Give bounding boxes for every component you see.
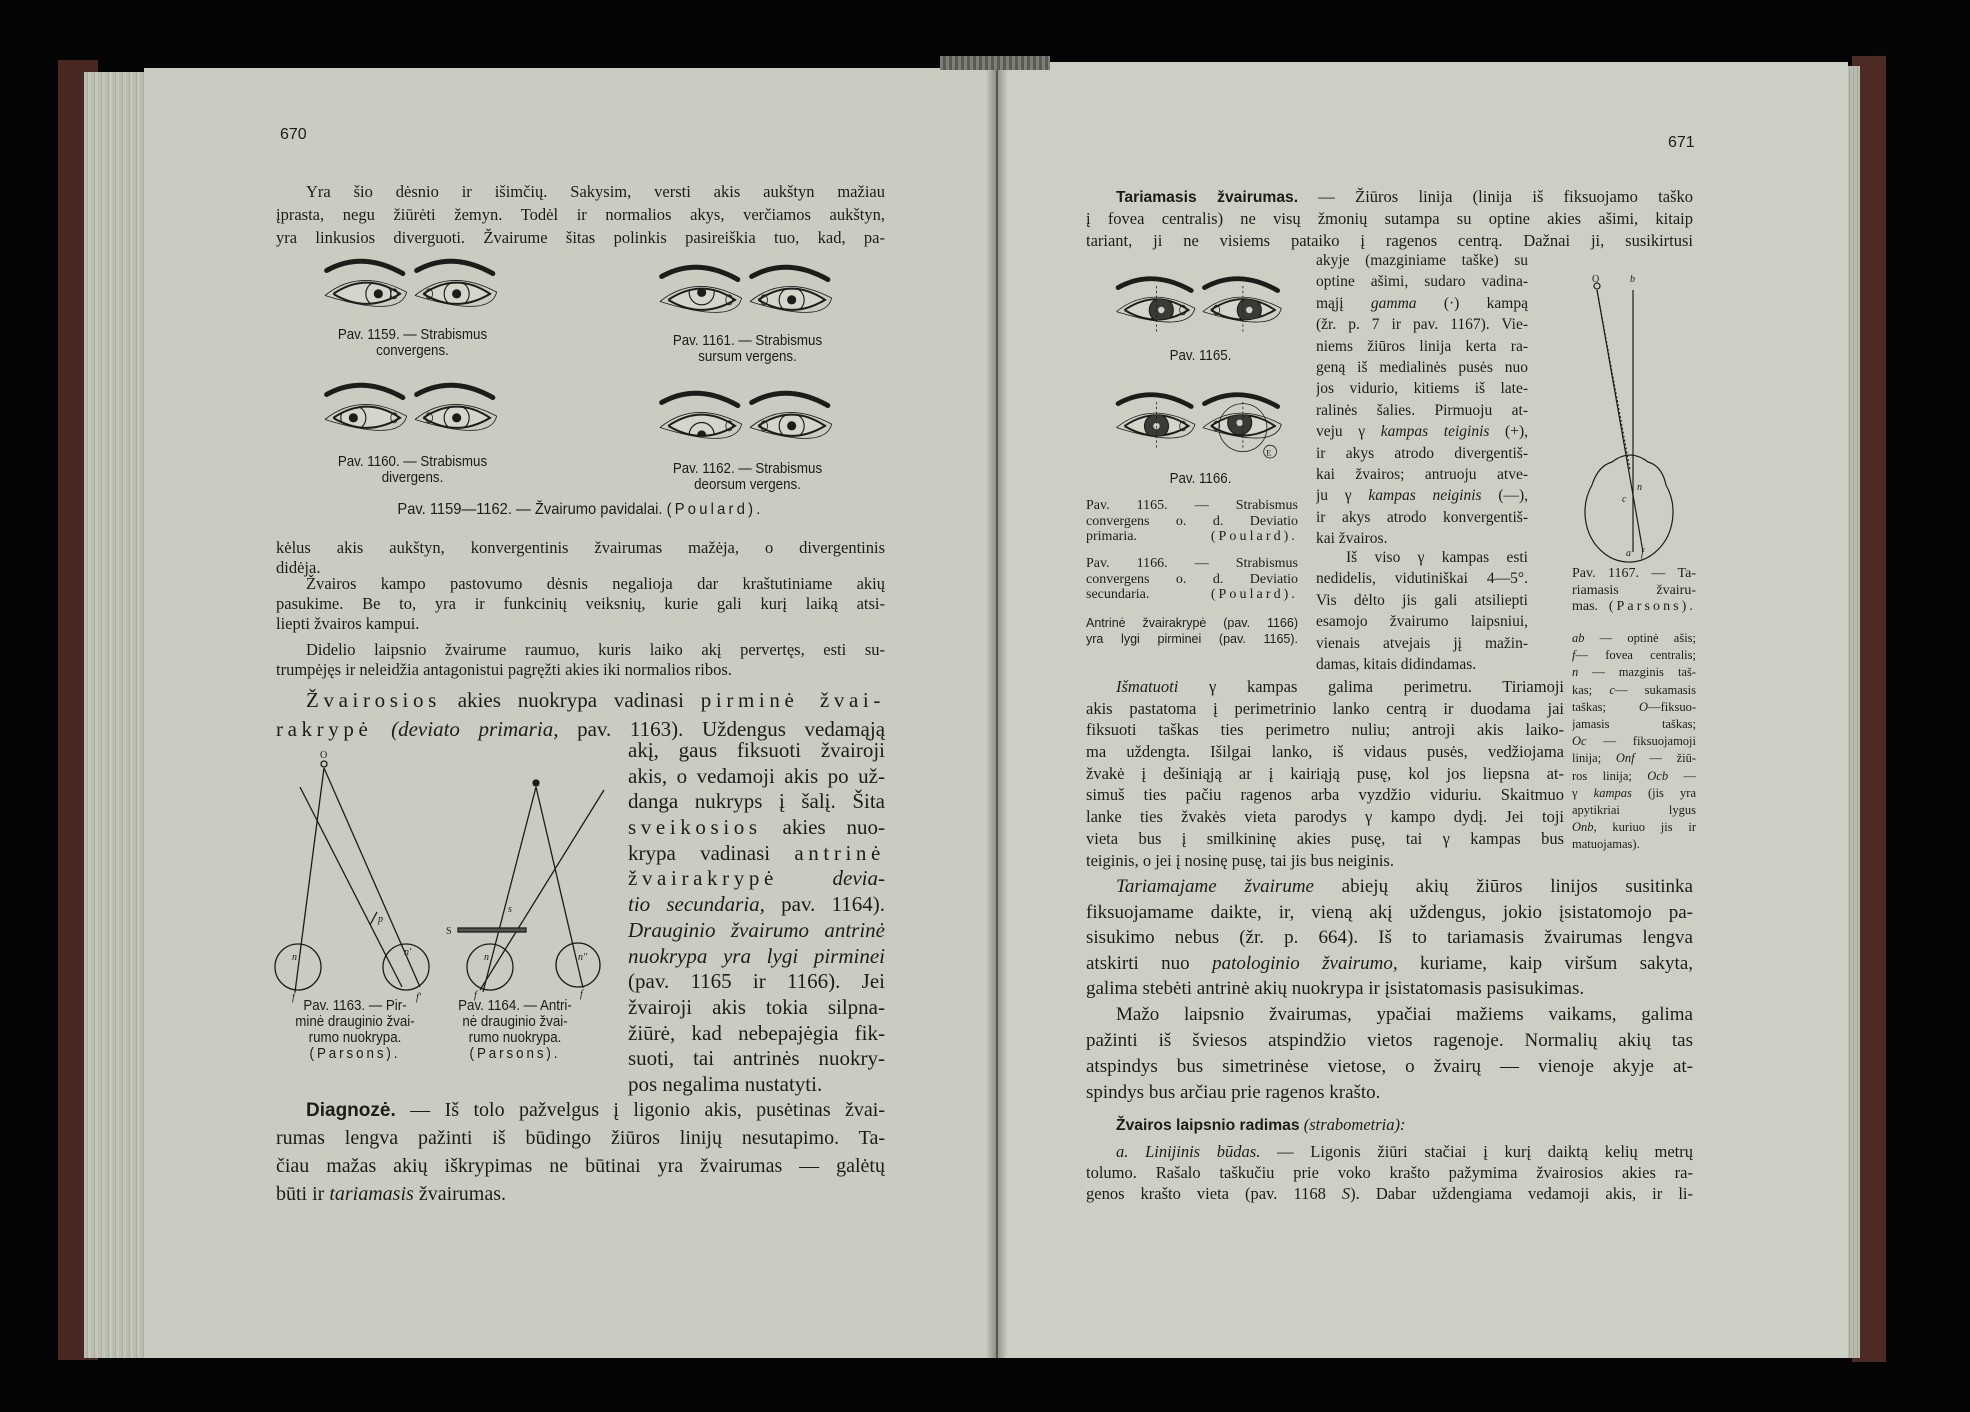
text-segment: kuriame, kaip viršum sakyta, xyxy=(1397,952,1693,974)
text-segment: primaria. xyxy=(1086,529,1211,544)
text-segment: linija; xyxy=(1572,751,1616,766)
pupil xyxy=(1158,307,1164,313)
eyebrow-icon xyxy=(327,385,404,398)
text-segment: — žiū- xyxy=(1634,751,1696,766)
heading-strabometria xyxy=(1086,1114,1693,1136)
text-segment: — Ligonis žiūri stačiai į kurį daiktą kelių metrų xyxy=(1260,1142,1693,1161)
figure-1162-eyes xyxy=(640,380,855,455)
text-line xyxy=(1086,874,1693,900)
text-line xyxy=(1572,785,1696,802)
caption-line xyxy=(439,1046,592,1062)
caption-line: Pav. 1167. — Ta- xyxy=(1572,566,1696,581)
text-line xyxy=(1572,664,1696,681)
spaced-text: rakrypė xyxy=(276,717,373,741)
text-segment: kas; xyxy=(1572,682,1610,697)
spaced-text: (Poulard). xyxy=(1210,587,1298,602)
italic-text: Onf xyxy=(1615,751,1635,766)
text-line: rumas lengva pažinti iš būdingo žiūros linijų nesutapimo. Ta- xyxy=(276,1127,885,1149)
caption-line: convergens o. d. Deviatio xyxy=(1086,571,1298,587)
spaced-text: sveikosios xyxy=(628,815,762,840)
diagram-label: n xyxy=(1637,482,1642,493)
paragraph-diagnoze xyxy=(276,1096,885,1208)
caption-fig-1164 xyxy=(439,998,592,1062)
caption-line: minė drauginio žvai- xyxy=(295,1014,415,1030)
fig1166-marker: E xyxy=(1266,447,1272,458)
eyebrow-icon xyxy=(1118,395,1192,407)
diagram-label: p xyxy=(378,914,383,925)
pupil xyxy=(452,413,461,422)
figure-1163-1164-diagram xyxy=(270,750,610,1003)
caption-fig-1161 xyxy=(644,333,851,365)
caption-fig-1163 xyxy=(279,998,432,1062)
text-segment: — mazginis taš- xyxy=(1578,665,1696,680)
text-line: niems žiūros linija kerta ra- xyxy=(1316,337,1528,355)
text-line: spindys bus arčiau prie ragenos krašto. xyxy=(1086,1082,1381,1103)
italic-text: nuokrypa yra lygi pirminei xyxy=(628,943,885,968)
text-line xyxy=(628,918,885,944)
page-number-left: 670 xyxy=(280,126,307,143)
text-segment: mas. xyxy=(1572,599,1609,614)
italic-text: S xyxy=(1341,1184,1351,1203)
italic-text: Ocb xyxy=(1647,768,1669,783)
italic-text: (strabometria): xyxy=(1303,1115,1406,1134)
text-line: tolumo. Rašalo taškučiu prie voko krašto pažymima žvairosios akies ra- xyxy=(1086,1163,1693,1182)
text-segment: ju γ xyxy=(1316,487,1369,505)
pupil xyxy=(697,288,706,297)
italic-text: tariamasis xyxy=(329,1183,414,1205)
eye xyxy=(325,261,407,306)
text-segment: (—), xyxy=(1481,487,1528,505)
text-line: galima stebėti antrinė akių nuokrypa ir įsistatomasis pasisukimas. xyxy=(1086,978,1585,999)
text-line: (pav. 1165 ir 1166). Jei xyxy=(628,969,885,994)
figure-1167-diagram xyxy=(1570,270,1700,560)
eye xyxy=(750,393,832,438)
diagram-label: f xyxy=(1641,548,1644,559)
spaced-text: (Poulard). xyxy=(666,501,764,518)
text-line xyxy=(1316,485,1528,506)
diagram-label: n' xyxy=(404,947,412,958)
text-line: yra linkusios diverguoti. Žvairume šitas polinkis pasireiškia tuo, kad, pa- xyxy=(276,228,885,247)
caption-fig-1160 xyxy=(309,454,516,486)
text-segment: Pav. 1159—1162. — Žvairumo pavidalai. xyxy=(397,501,667,518)
spaced-text: (Parsons). xyxy=(309,1046,401,1062)
diagram-label: f xyxy=(474,990,477,1001)
diagram-label: f xyxy=(580,989,583,1000)
text-line: ma uždengta. Išilgai lanko, iš vidaus pusės, vedžiojama xyxy=(1086,742,1564,762)
text-line: tariant, ji ne visiems pataiko į ragenos centrą. Dažnai ji, susikirtusi xyxy=(1086,231,1693,250)
text-segment: γ xyxy=(1572,785,1594,800)
diagram-label: n xyxy=(484,952,489,963)
eye xyxy=(1117,395,1195,450)
pupil xyxy=(787,295,796,304)
text-segment: γ kampas galima perimetru. Tiriamoji xyxy=(1178,677,1564,696)
caption-line: nė drauginio žvai- xyxy=(462,1014,568,1030)
eye xyxy=(660,393,742,447)
caption-fig-1159-1162 xyxy=(300,500,860,520)
diagram-label: f xyxy=(292,992,295,1003)
text-segment: — fovea centralis; xyxy=(1575,648,1696,663)
eye xyxy=(750,267,832,312)
text-line: Žvairos kampo pastovumo dėsnis negalioja dar kraštutiniame akių xyxy=(306,574,885,593)
text-line: pos negalima nustatyti. xyxy=(628,1071,823,1096)
paragraph-zvairos-kampo xyxy=(276,574,885,634)
italic-text: c xyxy=(1609,682,1615,697)
page-number-right: 671 xyxy=(1668,134,1695,151)
text-line: pasukime. Be to, yra ir funkcinių veiksnių, kurie gali kurį laiką atsi- xyxy=(276,594,885,613)
text-line: Iš viso γ kampas esti xyxy=(1346,549,1528,566)
text-line: simuš ties pačiu ragenos arba vyzdžio viduriu. Skaitmuo xyxy=(1086,785,1564,805)
eyebrow-icon xyxy=(662,393,739,406)
text-line: nedidelis, vidutiniškai 4—5°. xyxy=(1316,570,1528,588)
text-line: kėlus akis aukštyn, konvergentinis žvairumas mažėja, o divergentinis xyxy=(276,538,885,557)
eyebrow-icon xyxy=(662,267,739,280)
text-line: jamasis taškas; xyxy=(1572,716,1696,731)
caption-line: convergens. xyxy=(376,343,449,359)
text-segment xyxy=(372,717,391,741)
text-segment: veju γ xyxy=(1316,423,1381,441)
text-line: fiksuoti taškas ties perimetro nuliu; antroji akis laiko- xyxy=(1086,720,1564,740)
eyebrow-icon xyxy=(1118,279,1192,291)
text-segment: abiejų akių žiūros linijos susitinka xyxy=(1313,876,1693,897)
text-line: (žr. p. 7 ir pav. 1167). Vie- xyxy=(1316,316,1528,334)
text-segment: genos krašto vieta (pav. 1168 xyxy=(1086,1184,1342,1203)
italic-text: kampas teiginis xyxy=(1380,423,1490,441)
caption-line: Antrinė žvairakrypė (pav. 1166) xyxy=(1086,616,1298,630)
text-line: akyje (mazginiame taške) su xyxy=(1316,252,1528,269)
text-line: lanke ties žvakės vieta parodys γ kampo dydį. Jei toji xyxy=(1086,807,1564,827)
text-line xyxy=(1572,682,1696,699)
text-line xyxy=(276,1180,885,1208)
caption-fig-1167 xyxy=(1572,566,1696,616)
spaced-text: žvairakrypė xyxy=(628,866,778,891)
spaced-text: antrinė xyxy=(794,840,885,865)
figure-1165-label: Pav. 1165. xyxy=(1169,348,1232,364)
italic-text: kampas xyxy=(1593,785,1632,800)
text-line: ir akys atrodo konvergentiš- xyxy=(1316,508,1528,526)
spaced-text: (Parsons). xyxy=(1608,599,1696,614)
figure-1159-eyes xyxy=(305,248,520,323)
text-line xyxy=(1086,186,1693,208)
text-segment: — optinė ašis; xyxy=(1584,631,1696,645)
text-segment: žvairumas. xyxy=(413,1183,506,1205)
text-line: apytikriai lygus xyxy=(1572,802,1696,817)
text-segment: akies nuokrypa vadinasi xyxy=(440,688,701,712)
italic-text: Drauginio žvairumo antrinė xyxy=(628,917,885,942)
text-segment: (·) kampą xyxy=(1416,294,1528,312)
caption-line xyxy=(1086,587,1298,603)
text-segment: pav. 1164). xyxy=(764,892,885,917)
text-line: sisukimo nebus (žr. p. 664). Iš to tariamasis žvairumas lengva xyxy=(1086,927,1693,948)
text-line xyxy=(628,841,885,867)
text-segment: akies nuo- xyxy=(761,815,885,840)
caption-line: riamasis žvairu- xyxy=(1572,582,1696,598)
italic-text: ab xyxy=(1572,631,1585,645)
book-headband xyxy=(940,56,1050,70)
text-line: žvairoji akis tokia silpna- xyxy=(628,994,885,1019)
text-line: optine ašimi, sudaro vadina- xyxy=(1316,273,1528,291)
eyebrow-icon xyxy=(752,267,829,280)
text-line xyxy=(1572,647,1696,664)
text-segment: (jis yra xyxy=(1631,785,1696,800)
caption-line xyxy=(279,1046,432,1062)
caption-fig-1165 xyxy=(1086,498,1298,545)
figure-1166-label: Pav. 1166. xyxy=(1169,471,1232,487)
book-gutter xyxy=(986,62,1008,1358)
pupil xyxy=(787,421,796,430)
pupil xyxy=(349,413,358,422)
eyebrow-icon xyxy=(1205,279,1279,291)
eye xyxy=(415,385,497,430)
text-line: žvakė į dešiniąją ar į kairiąją pusę, kol jos liepsna at- xyxy=(1086,763,1564,783)
italic-text: devia- xyxy=(832,866,885,891)
text-line: jos vidurio, kitiems iš late- xyxy=(1316,380,1528,398)
eyebrow-icon xyxy=(417,385,494,398)
text-segment xyxy=(778,866,833,890)
figure-note xyxy=(1086,616,1298,647)
caption-line: divergens. xyxy=(381,470,444,486)
diagram-label: S xyxy=(446,926,452,937)
caption-line: Pav. 1161. — Strabismus xyxy=(672,333,823,349)
bold-text: Žvairos laipsnio radimas xyxy=(1116,1117,1300,1134)
caption-line: Pav. 1159. — Strabismus xyxy=(337,327,488,343)
text-line xyxy=(1086,951,1693,977)
italic-text: Oc xyxy=(1572,734,1587,749)
text-line: matuojamas). xyxy=(1572,837,1640,852)
caption-fig-1162 xyxy=(644,461,851,493)
eye xyxy=(660,267,742,312)
text-line: į fovea centralis) ne visų žmonių sutampa su optine akies ašimi, kitaip xyxy=(1086,209,1693,228)
text-line: akis, o vedamoji akis po už- xyxy=(628,763,885,788)
text-segment: taškas; xyxy=(1572,699,1640,714)
text-line: ralinės šalies. Pirmuoju at- xyxy=(1316,401,1528,419)
text-line: vienais atvejais jį mažin- xyxy=(1316,634,1528,652)
text-segment: , kuriuo jis ir xyxy=(1593,820,1696,835)
text-line xyxy=(1086,676,1564,698)
diagram-label: n'' xyxy=(578,952,588,963)
text-segment: (+), xyxy=(1489,423,1528,441)
spaced-text: (Poulard). xyxy=(1210,529,1298,544)
text-line xyxy=(1086,1141,1693,1162)
text-line: Vis dėlto jis gali atsiliepti xyxy=(1316,591,1528,609)
text-line xyxy=(1572,733,1696,750)
text-line: atspindys bus simetrinėse vietose, o žvairų — vienoje akyje at- xyxy=(1086,1056,1693,1077)
text-segment: krypa vadinasi xyxy=(628,840,795,865)
eye xyxy=(415,261,497,306)
eye xyxy=(1117,279,1195,334)
bold-text: Tariamasis žvairumas. xyxy=(1116,189,1299,206)
diagram-label: b xyxy=(1630,274,1635,285)
diagram-label: O xyxy=(1592,274,1600,285)
text-segment: ros linija; xyxy=(1572,768,1648,783)
paragraph-didelio xyxy=(276,640,885,680)
text-line xyxy=(1316,293,1528,314)
text-line xyxy=(276,1096,885,1124)
italic-text: Tariamajame žvairume xyxy=(1116,876,1314,897)
paragraph-ismatuoti xyxy=(1086,676,1564,871)
caption-line xyxy=(1086,529,1298,545)
text-line: fiksuojamame daikte, ir, vieną akį uždengus, jokio įsistatomojo pa- xyxy=(1086,901,1693,923)
text-line: kai žvairos. xyxy=(1316,530,1388,548)
paragraph-mazo xyxy=(1086,1002,1693,1106)
text-line: ir akys atrodo divergentiš- xyxy=(1316,444,1528,462)
italic-text: (deviato primaria, xyxy=(391,717,559,741)
caption-line: convergens o. d. Deviatio xyxy=(1086,513,1298,529)
text-line: akį, gaus fiksuoti žvairoji xyxy=(628,738,885,762)
caption-fig-1159 xyxy=(309,327,516,359)
italic-text: gamma xyxy=(1370,294,1417,312)
text-line xyxy=(1572,630,1696,647)
italic-text: Išmatuoti xyxy=(1116,677,1179,696)
paragraph-kelus xyxy=(276,538,885,578)
caption-line: yra lygi pirminei (pav. 1165). xyxy=(1086,631,1298,646)
text-segment: — Iš tolo pažvelgus į ligonio akis, pusėtinas žvai- xyxy=(395,1099,885,1121)
italic-text: f xyxy=(1572,648,1576,663)
spaced-text: (Parsons). xyxy=(469,1046,561,1062)
diagram-label: n xyxy=(292,952,297,963)
page-edges-left xyxy=(84,72,148,1358)
text-segment: — sukamasis xyxy=(1614,682,1696,697)
text-line: Yra šio dėsnio ir išimčių. Sakysim, versti akis aukštyn mažiau xyxy=(306,182,885,201)
text-segment: — Žiūros linija (linija iš fiksuojamo taško xyxy=(1298,187,1693,206)
text-line: danga nukryps į šalį. Šita xyxy=(628,789,885,814)
text-line: didėja. xyxy=(276,558,321,577)
pupil xyxy=(452,289,461,298)
caption-line: Pav. 1166. — Strabismus xyxy=(1086,556,1298,571)
text-line xyxy=(1572,819,1696,836)
eyebrow-icon xyxy=(327,261,404,274)
text-line: trumpėjęs ir neleidžia antagonistui pagręžti akies iki normalios ribos. xyxy=(276,660,732,679)
text-line: Mažo laipsnio žvairumas, ypačiai mažiems vaikams, galima xyxy=(1116,1004,1693,1025)
text-line xyxy=(1086,1183,1693,1204)
text-line xyxy=(1316,421,1528,442)
text-segment: —fiksuo- xyxy=(1648,699,1696,714)
text-line xyxy=(1086,1114,1693,1136)
eye xyxy=(325,385,407,430)
caption-line: Pav. 1160. — Strabismus xyxy=(337,454,488,470)
italic-text: patologinio žvairumo, xyxy=(1212,952,1398,974)
text-line xyxy=(1572,768,1696,785)
text-segment: mąjį xyxy=(1316,294,1371,312)
spaced-text: Žvairosios xyxy=(306,688,441,712)
text-segment: — xyxy=(1668,768,1696,783)
caption-fig-1166 xyxy=(1086,556,1298,603)
caption-line: deorsum vergens. xyxy=(694,477,801,493)
text-line xyxy=(276,686,885,715)
text-line: pažinti iš šviesos atspindžio vietos ragenoje. Normalių akių tas xyxy=(1086,1030,1693,1051)
diagram-label: c xyxy=(1622,494,1627,505)
text-line xyxy=(628,944,885,970)
caption-line xyxy=(1572,599,1696,616)
caption-line: rumo nuokrypa. xyxy=(308,1030,402,1046)
diagram-label: a xyxy=(1626,548,1631,559)
text-line xyxy=(628,815,885,841)
caption-line xyxy=(300,500,860,520)
text-line: kai žvairos; antruoju atve- xyxy=(1316,465,1528,483)
caption-line: Pav. 1163. — Pir- xyxy=(303,998,407,1014)
text-segment: ). Dabar uždengiama vedamoji akis, ir li- xyxy=(1350,1184,1693,1203)
diagram-label: s xyxy=(508,904,512,915)
figure-1161-eyes xyxy=(640,254,855,329)
paragraph-linijinis xyxy=(1086,1141,1693,1204)
text-line: liepti žvairos kampui. xyxy=(276,614,420,633)
eyebrow-icon xyxy=(417,261,494,274)
caption-line: rumo nuokrypa. xyxy=(468,1030,562,1046)
text-segment: — fiksuojamoji xyxy=(1586,734,1696,749)
text-line: suoti, tai antrinės nuokry- xyxy=(628,1046,885,1071)
text-line xyxy=(628,866,885,892)
italic-text: O xyxy=(1639,699,1649,714)
paragraph-tariamajame xyxy=(1086,874,1693,1002)
eyebrow-icon xyxy=(1205,395,1279,407)
diagram-label: f' xyxy=(416,992,421,1003)
paragraph-intro xyxy=(276,180,885,249)
text-line xyxy=(628,892,885,918)
figure-1165-eyes xyxy=(1098,266,1303,338)
eyebrow-icon xyxy=(752,393,829,406)
italic-text: kampas neiginis xyxy=(1368,487,1482,505)
italic-text: tio secundaria, xyxy=(628,892,765,917)
paragraph-is-viso xyxy=(1316,547,1528,675)
pupil xyxy=(1237,420,1243,426)
pupil xyxy=(1246,307,1252,313)
text-line: geną iš medialinės pusės nuo xyxy=(1316,358,1528,376)
italic-text: a. Linijinis būdas. xyxy=(1116,1142,1261,1161)
paragraph-nuokrypa xyxy=(276,686,885,744)
text-line: žiūrė, kad nebepajėgia fik- xyxy=(628,1020,885,1045)
text-line: teiginis, o jei į nosinę pusę, tai jis bus neiginis. xyxy=(1086,850,1394,870)
text-line xyxy=(1572,699,1696,716)
text-line: akis pastatoma į perimetrinio lanko centrą ir duodama jai xyxy=(1086,698,1564,718)
bold-text: Diagnozė. xyxy=(306,1100,396,1121)
spaced-text: pirminė žvai- xyxy=(700,688,885,712)
caption-line: Pav. 1162. — Strabismus xyxy=(672,461,823,477)
text-line: Didelio laipsnio žvairume raumuo, kuris laiko akį pervertęs, esti su- xyxy=(306,640,885,659)
text-line: įprasta, negu žiūrėti žemyn. Todėl ir normalios akys, verčiamos aukštyn, xyxy=(276,205,885,224)
italic-text: Onb xyxy=(1572,820,1594,835)
paragraph-tariamasis xyxy=(1086,186,1693,252)
text-line: esamojo žvairumo laipsniui, xyxy=(1316,613,1528,631)
text-segment: pav. 1163). Uždengus vedamąją xyxy=(558,717,885,741)
text-segment: secundaria. xyxy=(1086,587,1211,602)
caption-line: Pav. 1164. — Antri- xyxy=(458,998,572,1014)
text-line: damas, kitais didindamas. xyxy=(1316,655,1477,673)
diagram-label: O xyxy=(320,750,328,761)
text-segment: būti ir xyxy=(276,1183,330,1205)
paragraph-nuokrypa-column xyxy=(628,738,885,1098)
text-segment: atskirti nuo xyxy=(1086,952,1213,974)
figure-1160-eyes xyxy=(305,372,520,447)
paragraph-gamma-column xyxy=(1316,250,1528,549)
italic-text: n xyxy=(1572,665,1579,680)
figure-1167-legend xyxy=(1572,630,1696,853)
text-line: vieta bus į smilkininę akies pusę, tai γ kampas bus xyxy=(1086,828,1564,848)
caption-line: Pav. 1165. — Strabismus xyxy=(1086,498,1298,513)
pupil xyxy=(374,289,383,298)
caption-line: sursum vergens. xyxy=(698,349,797,365)
text-line xyxy=(1572,750,1696,767)
text-line: čiau mažas akių iškrypimas ne būtinai yra žvairumas — galėtų xyxy=(276,1155,885,1177)
eye xyxy=(1203,279,1281,334)
figure-1166-eyes xyxy=(1098,382,1303,458)
